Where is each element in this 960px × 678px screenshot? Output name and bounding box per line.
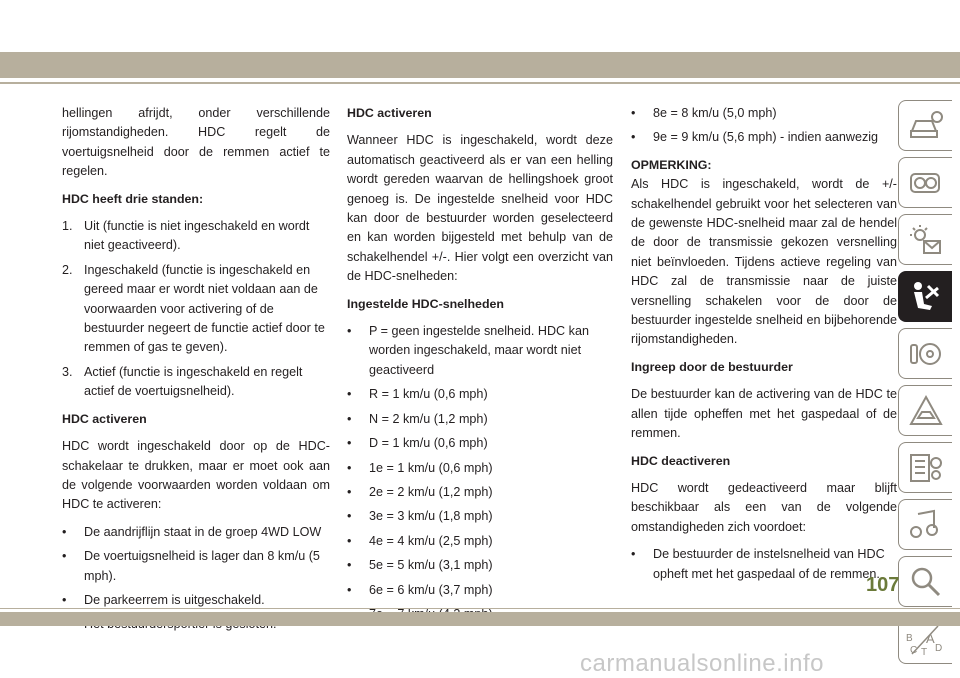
deactivation-list — [631, 545, 897, 584]
list-item — [347, 556, 613, 575]
maintenance-icon — [908, 451, 944, 485]
bullet: • — [347, 460, 352, 475]
bullet: • — [347, 484, 352, 499]
list-item — [62, 547, 330, 586]
note-text: Als HDC is ingeschakeld, wordt de +/- schakelhendel gebruikt voor het selecteren van de gewenste HDC-snelheid maar zal de hendel de door de transmissie gekozen versnelling niet beïnvloeden. Tijdens actieve regeling van HDC zal de transmissie naar de juiste versnelling schakelen voor de door de bestuurder ingestelde snelheid en bijbehorende rijomstandigheden. — [631, 177, 897, 347]
paragraph: Wanneer HDC is ingeschakeld, wordt deze automatisch geactiveerd als er van een helling wordt gereden waarvan de hellingshoek groot genoeg is. De ingestelde snelheid voor HDC kan door de bestuurder worden geselecteerd en kan worden bijgesteld met behulp van de schakelhendel +/-. Hier volgt een overzicht van de HDC-snelheden: — [347, 133, 613, 284]
list-number: 2. — [62, 262, 73, 277]
list-number: 3. — [62, 364, 73, 379]
tab-warning-lights[interactable] — [898, 214, 952, 265]
starting-driving-icon — [908, 337, 944, 371]
column-middle — [347, 104, 613, 629]
dashboard-icon — [908, 166, 944, 200]
footer-rule — [0, 608, 960, 609]
list-text: De parkeerrem is uitgeschakeld. — [84, 592, 265, 607]
list-text: 1e = 1 km/u (0,6 mph) — [369, 460, 493, 475]
list-item — [62, 523, 330, 542]
section-heading: HDC activeren — [347, 106, 432, 120]
column-left — [62, 104, 330, 640]
emergency-icon — [908, 394, 944, 428]
paragraph: De bestuurder kan de activering van de HDC te allen tijde opheffen met het gaspedaal of de remmen. — [631, 387, 897, 441]
list-item — [347, 459, 613, 478]
list-item — [62, 217, 330, 256]
bullet: • — [62, 524, 67, 539]
list-text: 8e = 8 km/u (5,0 mph) — [653, 106, 777, 120]
section-heading: HDC deactiveren — [631, 453, 731, 468]
bullet: • — [62, 549, 67, 564]
list-number: 1. — [62, 219, 73, 234]
bullet: • — [347, 582, 352, 597]
footer-band — [0, 612, 960, 626]
bullet: • — [347, 411, 352, 426]
index-letter: D — [935, 643, 943, 654]
tab-vehicle[interactable] — [898, 100, 952, 151]
header-band — [0, 52, 960, 78]
bullet: • — [347, 436, 352, 451]
speeds-list — [347, 322, 613, 624]
list-text: 3e = 3 km/u (1,8 mph) — [369, 509, 493, 524]
index-letter: C — [910, 645, 918, 656]
index-letter: B — [906, 633, 913, 644]
list-item — [62, 261, 330, 358]
tab-dashboard[interactable] — [898, 157, 952, 208]
watermark: carmanualsonline.info — [580, 650, 824, 677]
header-rule — [0, 82, 960, 84]
bullet: • — [631, 547, 636, 562]
list-text: Ingeschakeld (functie is ingeschakeld en gereed maar er wordt niet voldaan aan de voorwaarden voor activering of de bestuurder negeert de functie actief door te remmen of gas te geven). — [84, 262, 325, 355]
list-item — [631, 128, 897, 147]
tab-starting-driving[interactable] — [898, 328, 952, 379]
states-list — [62, 217, 330, 402]
chapter-tabs — [898, 100, 960, 670]
tab-emergency[interactable] — [898, 385, 952, 436]
bullet: • — [631, 106, 636, 120]
index-letter: A — [926, 631, 935, 646]
list-text: 6e = 6 km/u (3,7 mph) — [369, 582, 493, 597]
section-heading: HDC activeren — [62, 411, 147, 426]
list-item — [631, 545, 897, 584]
list-text: Actief (functie is ingeschakeld en regelt actief de voertuigsnelheid). — [84, 364, 303, 399]
column-right — [631, 104, 897, 589]
bullet: • — [347, 509, 352, 524]
bullet: • — [347, 324, 352, 339]
list-text: R = 1 km/u (0,6 mph) — [369, 387, 488, 402]
section-heading: Ingestelde HDC-snelheden — [347, 296, 504, 311]
section-heading: HDC heeft drie standen: — [62, 191, 204, 206]
bullet: • — [347, 387, 352, 402]
list-text: 4e = 4 km/u (2,5 mph) — [369, 533, 493, 548]
warning-light-icon — [908, 223, 944, 257]
list-item — [631, 104, 897, 123]
tab-maintenance[interactable] — [898, 442, 952, 493]
list-item — [347, 483, 613, 502]
list-item — [347, 410, 613, 429]
tab-multimedia[interactable] — [898, 499, 952, 550]
list-text: De voertuigsnelheid is lager dan 8 km/u (5 mph). — [84, 549, 320, 583]
car-info-icon — [908, 109, 944, 143]
list-item — [62, 363, 330, 402]
bullet: • — [62, 592, 67, 607]
paragraph: HDC wordt gedeactiveerd maar blijft beschikbaar als een van de volgende omstandigheden zich voordoet: — [631, 480, 897, 534]
section-heading: Ingreep door de bestuurder — [631, 359, 793, 374]
intro-paragraph: hellingen afrijdt, onder verschillende rijomstandigheden. HDC regelt de voertuigsnelheid door de remmen actief te regelen. — [62, 106, 330, 179]
index-letter: T — [921, 647, 928, 658]
list-text: 2e = 2 km/u (1,2 mph) — [369, 484, 493, 499]
bullet: • — [631, 130, 636, 145]
list-text: 5e = 5 km/u (3,1 mph) — [369, 558, 493, 573]
list-item — [347, 581, 613, 600]
list-item — [347, 322, 613, 380]
tab-customer-assistance[interactable] — [898, 556, 952, 607]
speeds-list-continued — [631, 104, 897, 148]
list-item — [347, 507, 613, 526]
list-item — [347, 532, 613, 551]
bullet: • — [347, 533, 352, 548]
note-heading: OPMERKING: — [631, 157, 712, 172]
list-text: D = 1 km/u (0,6 mph) — [369, 436, 488, 451]
tab-safety[interactable] — [898, 271, 952, 322]
list-text: Uit (functie is niet ingeschakeld en wordt niet geactiveerd). — [84, 219, 310, 253]
list-text: 9e = 9 km/u (5,6 mph) - indien aanwezig — [653, 130, 879, 145]
list-item — [347, 434, 613, 453]
list-text: De bestuurder de instelsnelheid van HDC opheft met het gaspedaal of de remmen. — [653, 547, 885, 581]
bullet: • — [347, 558, 352, 573]
list-text: N = 2 km/u (1,2 mph) — [369, 411, 488, 426]
list-item — [347, 385, 613, 404]
multimedia-icon — [908, 508, 944, 542]
paragraph: HDC wordt ingeschakeld door op de HDC-schakelaar te drukken, maar er moet ook aan de volgende voorwaarden worden voldaan om HDC te activeren: — [62, 439, 330, 512]
safety-icon — [908, 280, 944, 314]
page-number: 107 — [866, 574, 900, 596]
customer-assistance-icon — [908, 565, 944, 599]
list-text: P = geen ingestelde snelheid. HDC kan worden ingeschakeld, maar wordt niet geactiveerd — [369, 324, 589, 377]
list-text: De aandrijflijn staat in de groep 4WD LOW — [84, 524, 322, 539]
